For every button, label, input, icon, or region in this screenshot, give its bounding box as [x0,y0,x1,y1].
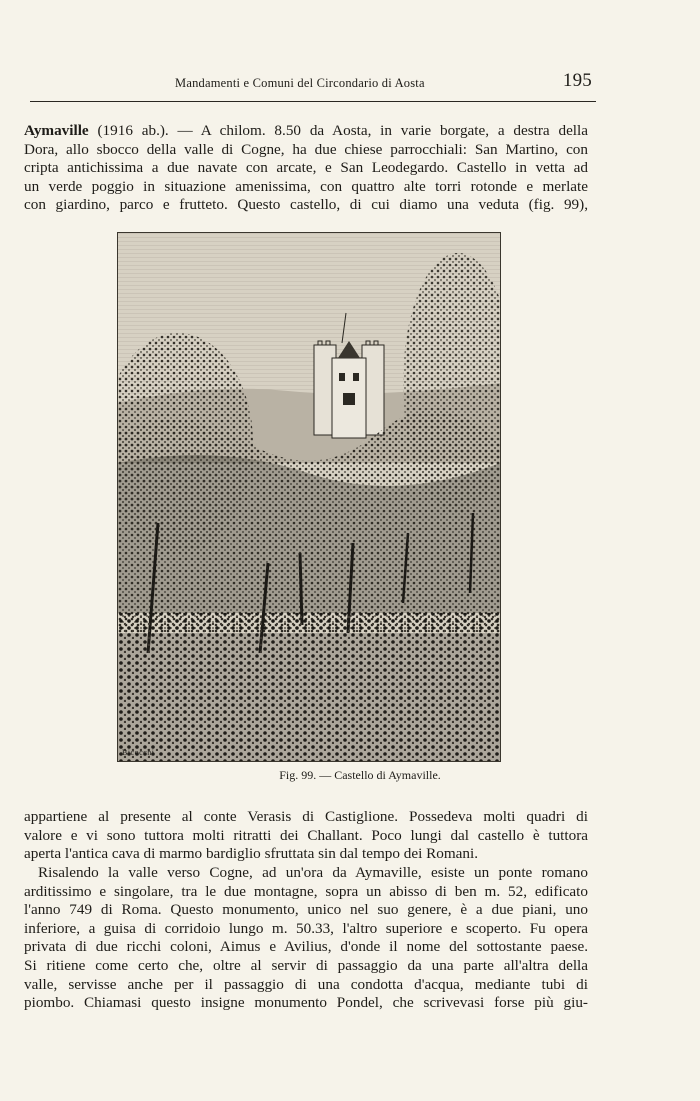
page-number: 195 [562,70,592,91]
castle-engraving [117,232,501,762]
text-line: appartiene al presente al conte Verasis di Castiglione. Possedeva molti quadri di [24,808,588,825]
text-line: valore e vi sono tuttora molti ritratti dei Challant. Poco lungi dal castello è tuttora [24,826,588,844]
text-line: inferiore, a guisa di corridoio lungo m. 50.33, l'altro superiore e scoperto. Fu opera [24,919,588,937]
paragraph-castle-owner [24,808,588,864]
text-line: Aymaville (1916 ab.). — A chilom. 8.50 da Aosta, in varie borgate, a destra della [24,122,588,139]
text-line: piombo. Chiamasi questo insigne monumento Pondel, che scrivevasi forse più giu- [24,994,588,1012]
text-line: privata di due ricchi coloni, Aimus e Avilius, d'onde il nome del sottostante paese. [24,938,588,956]
engraving-illustration [118,233,500,761]
text-line: con giardino, parco e frutteto. Questo castello, di cui diamo una veduta (fig. 99), [24,196,588,214]
text-line: valle, servisse anche per il passaggio di una condotta d'acqua, mediante tubi di [24,975,588,993]
text-line: l'anno 749 di Roma. Questo monumento, unico nel suo genere, è a due piani, uno [24,901,588,919]
paragraph-aymaville [24,122,588,215]
text-line: cripta antichissima a due navate con arcate, e San Leodegardo. Castello in vetta ad [24,159,588,177]
running-title: Mandamenti e Comuni del Circondario di Aosta [175,76,425,90]
text-line: Si ritiene come certo che, oltre al servir di passaggio da una parte all'altra della [24,956,588,974]
text-line: Dora, allo sbocco della valle di Cogne, ha due chiese parrocchiali: San Martino, con [24,140,588,158]
text-line: arditissimo e singolare, tra le due montagne, sopra un abisso di ben m. 52, edificato [24,882,588,900]
header-rule [30,101,596,102]
text-line: aperta l'antica cava di marmo bardiglio sfruttata sin dal tempo dei Romani. [24,845,478,863]
figure-caption: Fig. 99. — Castello di Aymaville. [279,768,441,782]
text-line: un verde poggio in situazione amenissima, con quattro alte torri rotonde e merlate [24,177,588,195]
paragraph-roman-bridge [24,864,588,1013]
engraver-signature: Bicocchi [122,748,155,757]
entry-heading: Aymaville [24,122,89,139]
text-line: Risalendo la valle verso Cogne, ad un'ora da Aymaville, esiste un ponte romano [38,864,588,881]
